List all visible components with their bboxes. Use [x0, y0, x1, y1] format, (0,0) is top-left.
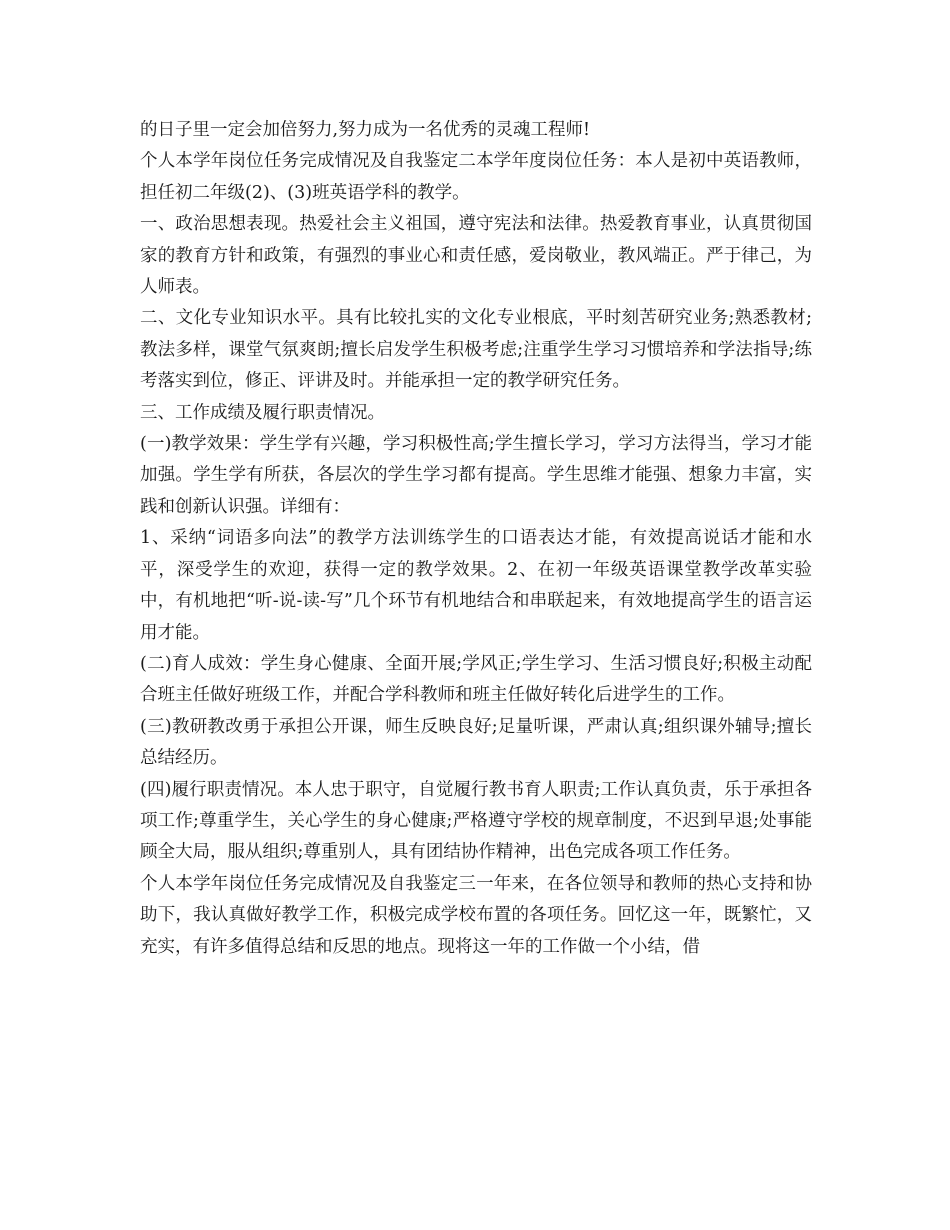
paragraph-political-performance: 一、政治思想表现。热爱社会主义祖国，遵守宪法和法律。热爱教育事业，认真贯彻国家的教育方针和政策，有强烈的事业心和责任感，爱岗敬业，教风端正。严于律己，为人师表。 [140, 214, 812, 298]
paragraph-achievements-heading: 三、工作成绩及履行职责情况。 [140, 402, 385, 423]
paragraph-section-two-intro: 个人本学年岗位任务完成情况及自我鉴定二本学年度岗位任务：本人是初中英语教师，担任初二年级(2)、(3)班英语学科的教学。 [140, 151, 812, 203]
document-body [140, 115, 812, 963]
paragraph-continuation: 的日子里一定会加倍努力,努力成为一名优秀的灵魂工程师! [140, 120, 591, 140]
paragraph-duty-performance: (四)履行职责情况。本人忠于职守，自觉履行教书育人职责;工作认真负责，乐于承担各项工作;尊重学生，关心学生的身心健康;严格遵守学校的规章制度，不迟到早退;处事能顾全大局，服从组织;尊重别人，具有团结协作精神，出色完成各项工作任务。 [140, 779, 812, 863]
paragraph-section-three-intro: 个人本学年岗位任务完成情况及自我鉴定三一年来，在各位领导和教师的热心支持和协助下，我认真做好教学工作，积极完成学校布置的各项任务。回忆这一年，既繁忙，又充实，有许多值得总结和反思的地点。现将这一年的工作做一个小结，借 [140, 873, 812, 957]
paragraph-teaching-methods: 1、采纳“词语多向法”的教学方法训练学生的口语表达才能，有效提高说话才能和水平，深受学生的欢迎，获得一定的教学效果。2、在初一年级英语课堂教学改革实验中，有机地把“听-说-读-写”几个环节有机地结合和串联起来，有效地提高学生的语言运用才能。 [140, 528, 812, 643]
paragraph-education-results: (二)育人成效：学生身心健康、全面开展;学风正;学生学习、生活习惯良好;积极主动配合班主任做好班级工作，并配合学科教师和班主任做好转化后进学生的工作。 [140, 653, 812, 706]
paragraph-teaching-effect: (一)教学效果：学生学有兴趣，学习积极性高;学生擅长学习，学习方法得当，学习才能加强。学生学有所获，各层次的学生学习都有提高。学生思维才能强、想象力丰富，实践和创新认识强。详细有： [140, 434, 812, 517]
paragraph-professional-knowledge: 二、文化专业知识水平。具有比较扎实的文化专业根底，平时刻苦研究业务;熟悉教材;教法多样，课堂气氛爽朗;擅长启发学生积极考虑;注重学生学习习惯培养和学法指导;练考落实到位，修正、评讲及时。并能承担一定的教学研究任务。 [140, 308, 812, 392]
paragraph-teaching-research: (三)教研教改勇于承担公开课，师生反映良好;足量听课，严肃认真;组织课外辅导;擅长总结经历。 [140, 716, 812, 769]
